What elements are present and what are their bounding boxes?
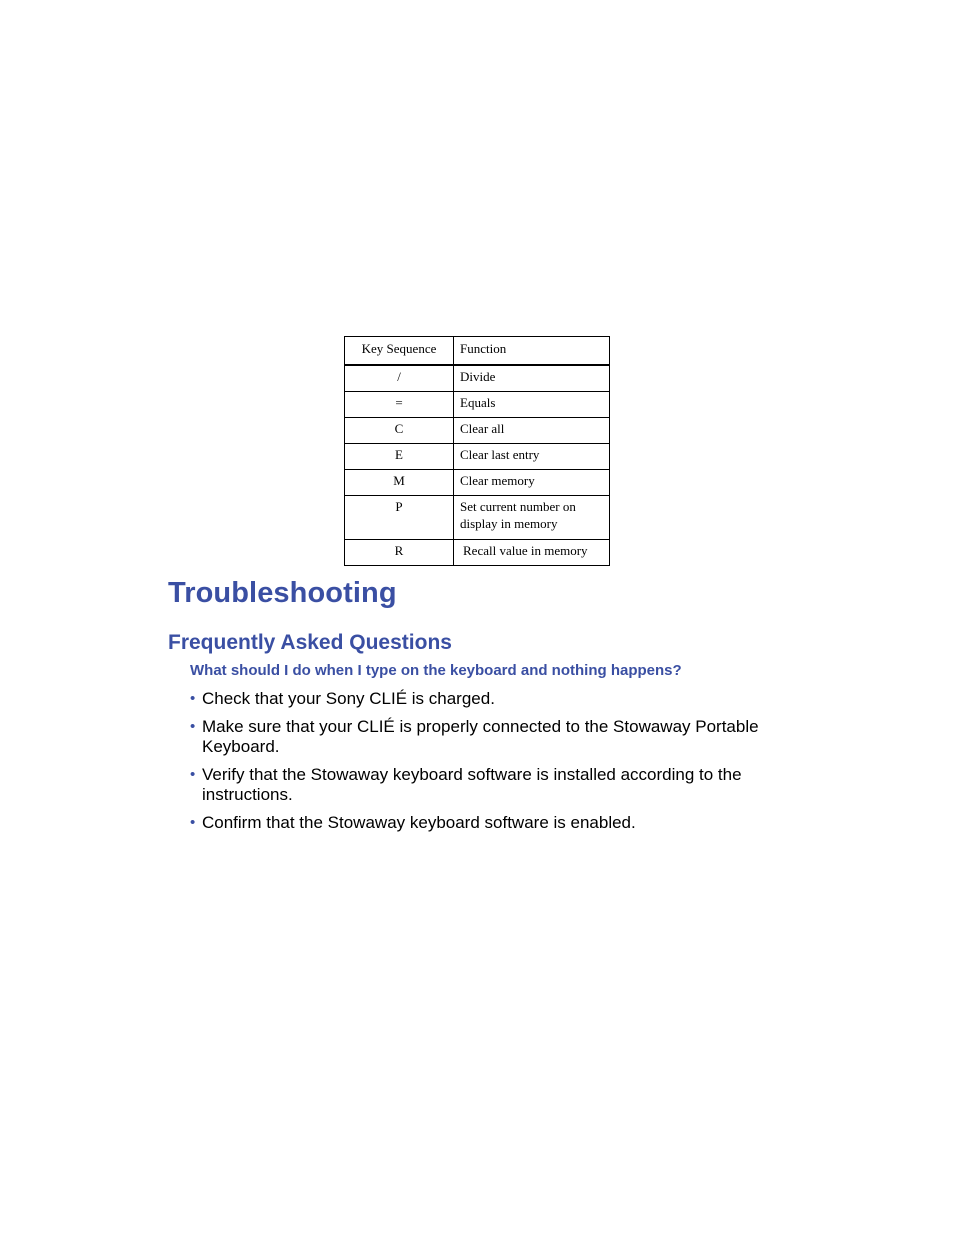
bullet-icon: • xyxy=(190,690,196,707)
bullet-icon: • xyxy=(190,814,196,831)
key-cell: = xyxy=(345,391,454,417)
list-item xyxy=(190,813,780,833)
key-sequence-table xyxy=(344,336,610,566)
table-row xyxy=(345,417,610,443)
list-item-text: Check that your Sony CLIÉ is charged. xyxy=(202,689,495,708)
table-row xyxy=(345,495,610,539)
answer-list xyxy=(190,689,780,841)
section-title: Troubleshooting xyxy=(168,577,397,609)
key-cell: R xyxy=(345,539,454,565)
column-header-function: Function xyxy=(454,337,610,366)
table-header-row xyxy=(345,337,610,366)
list-item xyxy=(190,689,780,709)
key-cell: E xyxy=(345,443,454,469)
list-item-text: Make sure that your CLIÉ is properly connected to the Stowaway Portable Keyboard. xyxy=(202,717,759,756)
list-item xyxy=(190,717,780,757)
key-cell: / xyxy=(345,365,454,391)
list-item-text: Confirm that the Stowaway keyboard software is enabled. xyxy=(202,813,636,832)
list-item xyxy=(190,765,780,805)
table-row xyxy=(345,391,610,417)
function-cell: Recall value in memory xyxy=(454,539,610,565)
key-cell: C xyxy=(345,417,454,443)
subsection-title: Frequently Asked Questions xyxy=(168,631,452,654)
column-header-key-sequence: Key Sequence xyxy=(345,337,454,366)
function-cell: Clear memory xyxy=(454,469,610,495)
key-cell: M xyxy=(345,469,454,495)
key-cell: P xyxy=(345,495,454,539)
table-row xyxy=(345,443,610,469)
function-cell: Equals xyxy=(454,391,610,417)
table-row xyxy=(345,539,610,565)
bullet-icon: • xyxy=(190,718,196,735)
bullet-icon: • xyxy=(190,766,196,783)
function-cell: Divide xyxy=(454,365,610,391)
function-cell: Set current number on display in memory xyxy=(454,495,610,539)
function-cell: Clear last entry xyxy=(454,443,610,469)
table-row xyxy=(345,365,610,391)
table-row xyxy=(345,469,610,495)
function-cell: Clear all xyxy=(454,417,610,443)
faq-question: What should I do when I type on the keyboard and nothing happens? xyxy=(190,662,682,679)
list-item-text: Verify that the Stowaway keyboard software is installed according to the instructions. xyxy=(202,765,742,804)
